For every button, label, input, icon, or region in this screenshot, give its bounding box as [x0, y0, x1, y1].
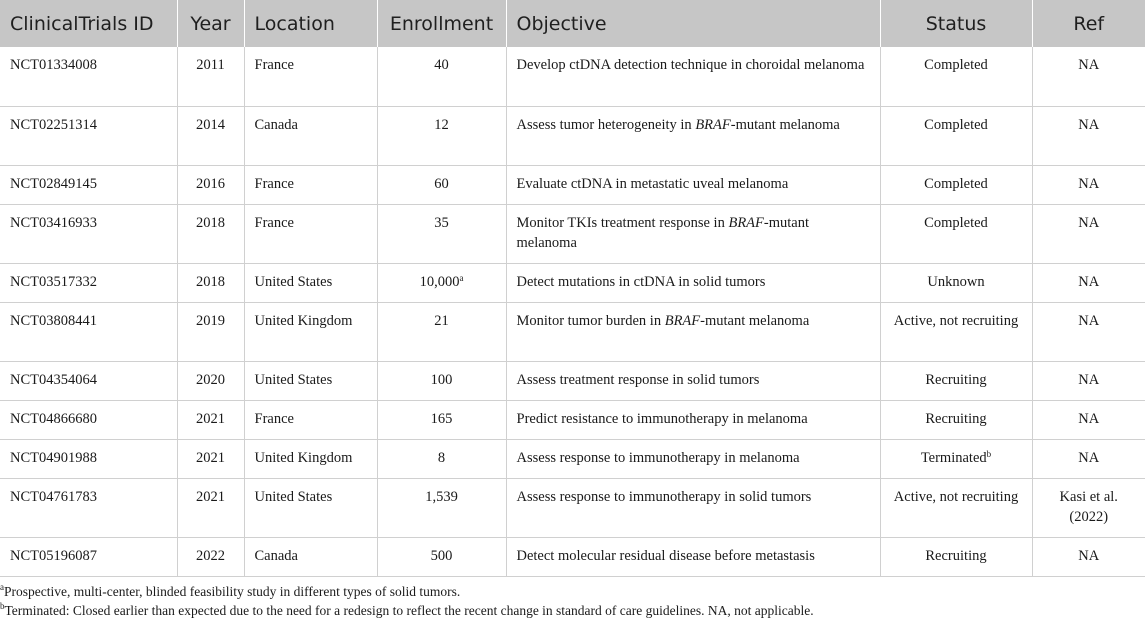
status-value: Recruiting: [925, 371, 987, 388]
objective-gene: BRAF: [695, 116, 731, 133]
objective-text: Detect molecular residual disease before metastasis: [516, 547, 815, 564]
cell-location: United Kingdom: [244, 302, 377, 361]
cell-ref: NA: [1032, 439, 1145, 478]
header-enrollment: Enrollment: [377, 0, 506, 47]
cell-objective: [506, 478, 880, 537]
enrollment-value: 100: [430, 371, 453, 388]
cell-year: 2021: [177, 400, 244, 439]
cell-year: 2014: [177, 106, 244, 165]
cell-status: [880, 478, 1032, 537]
cell-ref: NA: [1032, 400, 1145, 439]
cell-ref: NA: [1032, 47, 1145, 106]
cell-location: France: [244, 400, 377, 439]
header-location: Location: [244, 0, 377, 47]
status-footnote-mark: b: [986, 448, 992, 459]
cell-ref: NA: [1032, 106, 1145, 165]
cell-enrollment: [377, 165, 506, 204]
objective-text-suffix: -mutant melanoma: [516, 214, 810, 251]
cell-id: NCT03416933: [0, 204, 177, 263]
cell-objective: [506, 106, 880, 165]
table-row: [0, 400, 1145, 439]
cell-year: 2022: [177, 537, 244, 576]
enrollment-value: 8: [437, 449, 446, 466]
enrollment-value: 10,000: [419, 273, 460, 290]
objective-text: Assess tumor heterogeneity in: [516, 116, 696, 133]
status-value: Active, not recruiting: [893, 312, 1019, 329]
cell-year: 2018: [177, 204, 244, 263]
cell-status: [880, 263, 1032, 302]
cell-status: [880, 400, 1032, 439]
cell-enrollment: [377, 47, 506, 106]
cell-location: Canada: [244, 106, 377, 165]
status-value: Completed: [924, 57, 988, 73]
cell-ref: NA: [1032, 302, 1145, 361]
footnote-text: Prospective, multi-center, blinded feasibility study in different types of solid tumors.: [4, 584, 461, 599]
status-value: Recruiting: [925, 547, 987, 564]
objective-gene: BRAF: [728, 214, 764, 231]
cell-objective: [506, 165, 880, 204]
cell-enrollment: [377, 106, 506, 165]
cell-id: NCT02849145: [0, 165, 177, 204]
cell-enrollment: [377, 439, 506, 478]
enrollment-value: 21: [434, 312, 449, 329]
enrollment-value: 60: [434, 175, 449, 192]
cell-objective: [506, 263, 880, 302]
header-ref: Ref: [1032, 0, 1145, 47]
cell-ref: NA: [1032, 361, 1145, 400]
cell-status: [880, 361, 1032, 400]
table-row: [0, 439, 1145, 478]
cell-id: NCT03517332: [0, 263, 177, 302]
cell-id: NCT02251314: [0, 106, 177, 165]
objective-text: Detect mutations in ctDNA in solid tumors: [516, 273, 766, 290]
status-value: Completed: [924, 175, 988, 192]
table-row: [0, 47, 1145, 106]
cell-enrollment: [377, 263, 506, 302]
objective-text: Monitor TKIs treatment response in: [516, 214, 729, 231]
cell-location: Canada: [244, 537, 377, 576]
cell-enrollment: [377, 400, 506, 439]
enrollment-value: 40: [434, 57, 449, 73]
cell-id: NCT05196087: [0, 537, 177, 576]
enrollment-value: 35: [434, 214, 449, 231]
enrollment-value: 165: [430, 410, 453, 427]
status-value: Recruiting: [925, 410, 987, 427]
cell-enrollment: [377, 361, 506, 400]
cell-enrollment: [377, 478, 506, 537]
cell-location: United Kingdom: [244, 439, 377, 478]
table-footnotes: [0, 582, 1145, 620]
cell-id: NCT04901988: [0, 439, 177, 478]
footnote-mark: a: [0, 582, 4, 592]
objective-text: Assess response to immunotherapy in solid tumors: [516, 488, 812, 505]
cell-location: United States: [244, 361, 377, 400]
objective-text: Evaluate ctDNA in metastatic uveal melanoma: [516, 175, 789, 192]
cell-objective: [506, 537, 880, 576]
table-row: [0, 537, 1145, 576]
cell-location: France: [244, 165, 377, 204]
cell-id: NCT04354064: [0, 361, 177, 400]
footnote-text: Terminated: Closed earlier than expected due to the need for a redesign to reflect the recent change in standard of care guidelines. NA, not applicable.: [4, 603, 814, 618]
cell-objective: [506, 400, 880, 439]
table-header: [0, 0, 1145, 47]
objective-text: Develop ctDNA detection technique in choroidal melanoma: [516, 57, 865, 73]
header-clinicaltrials-id: ClinicalTrials ID: [0, 0, 177, 47]
status-value: Completed: [924, 214, 988, 231]
table-row: [0, 478, 1145, 537]
cell-year: 2021: [177, 478, 244, 537]
cell-id: NCT04866680: [0, 400, 177, 439]
cell-ref: NA: [1032, 537, 1145, 576]
objective-gene: BRAF: [664, 312, 701, 329]
cell-status: [880, 439, 1032, 478]
cell-objective: [506, 47, 880, 106]
cell-status: [880, 106, 1032, 165]
cell-location: United States: [244, 478, 377, 537]
cell-year: 2016: [177, 165, 244, 204]
cell-status: [880, 302, 1032, 361]
enrollment-footnote-mark: a: [459, 272, 464, 283]
table-row: [0, 302, 1145, 361]
enrollment-value: 1,539: [425, 488, 458, 505]
table-row: [0, 165, 1145, 204]
cell-objective: [506, 439, 880, 478]
cell-id: NCT03808441: [0, 302, 177, 361]
table-row: [0, 263, 1145, 302]
status-value: Completed: [924, 116, 988, 133]
header-objective: Objective: [506, 0, 880, 47]
cell-ref: NA: [1032, 204, 1145, 263]
footnote: [0, 582, 1145, 601]
status-value: Unknown: [927, 273, 985, 290]
enrollment-value: 500: [430, 547, 453, 564]
status-value: Active, not recruiting: [893, 488, 1019, 505]
cell-status: [880, 204, 1032, 263]
objective-text: Monitor tumor burden in: [516, 312, 665, 329]
cell-objective: [506, 302, 880, 361]
cell-year: 2021: [177, 439, 244, 478]
cell-status: [880, 165, 1032, 204]
cell-year: 2019: [177, 302, 244, 361]
cell-enrollment: [377, 204, 506, 263]
table-row: [0, 106, 1145, 165]
table-body: [0, 47, 1145, 576]
cell-year: 2011: [177, 47, 244, 106]
cell-enrollment: [377, 537, 506, 576]
cell-location: United States: [244, 263, 377, 302]
cell-objective: [506, 361, 880, 400]
cell-objective: [506, 204, 880, 263]
objective-text-suffix: -mutant melanoma: [730, 116, 840, 133]
objective-text: Predict resistance to immunotherapy in melanoma: [516, 410, 808, 427]
objective-text: Assess response to immunotherapy in melanoma: [516, 449, 800, 466]
cell-id: NCT04761783: [0, 478, 177, 537]
header-year: Year: [177, 0, 244, 47]
cell-ref: NA: [1032, 165, 1145, 204]
cell-status: [880, 537, 1032, 576]
table-row: [0, 204, 1145, 263]
objective-text: Assess treatment response in solid tumors: [516, 371, 760, 388]
header-status: Status: [880, 0, 1032, 47]
objective-text-suffix: -mutant melanoma: [700, 312, 810, 329]
cell-ref: NA: [1032, 263, 1145, 302]
cell-year: 2018: [177, 263, 244, 302]
cell-id: NCT01334008: [0, 47, 177, 106]
cell-ref: Kasi et al. (2022): [1032, 478, 1145, 537]
enrollment-value: 12: [434, 116, 449, 133]
footnote: [0, 601, 1145, 620]
cell-location: France: [244, 47, 377, 106]
footnote-mark: b: [0, 601, 5, 611]
cell-enrollment: [377, 302, 506, 361]
table-row: [0, 361, 1145, 400]
cell-location: France: [244, 204, 377, 263]
status-value: Terminated: [920, 449, 987, 466]
cell-year: 2020: [177, 361, 244, 400]
cell-status: [880, 47, 1032, 106]
